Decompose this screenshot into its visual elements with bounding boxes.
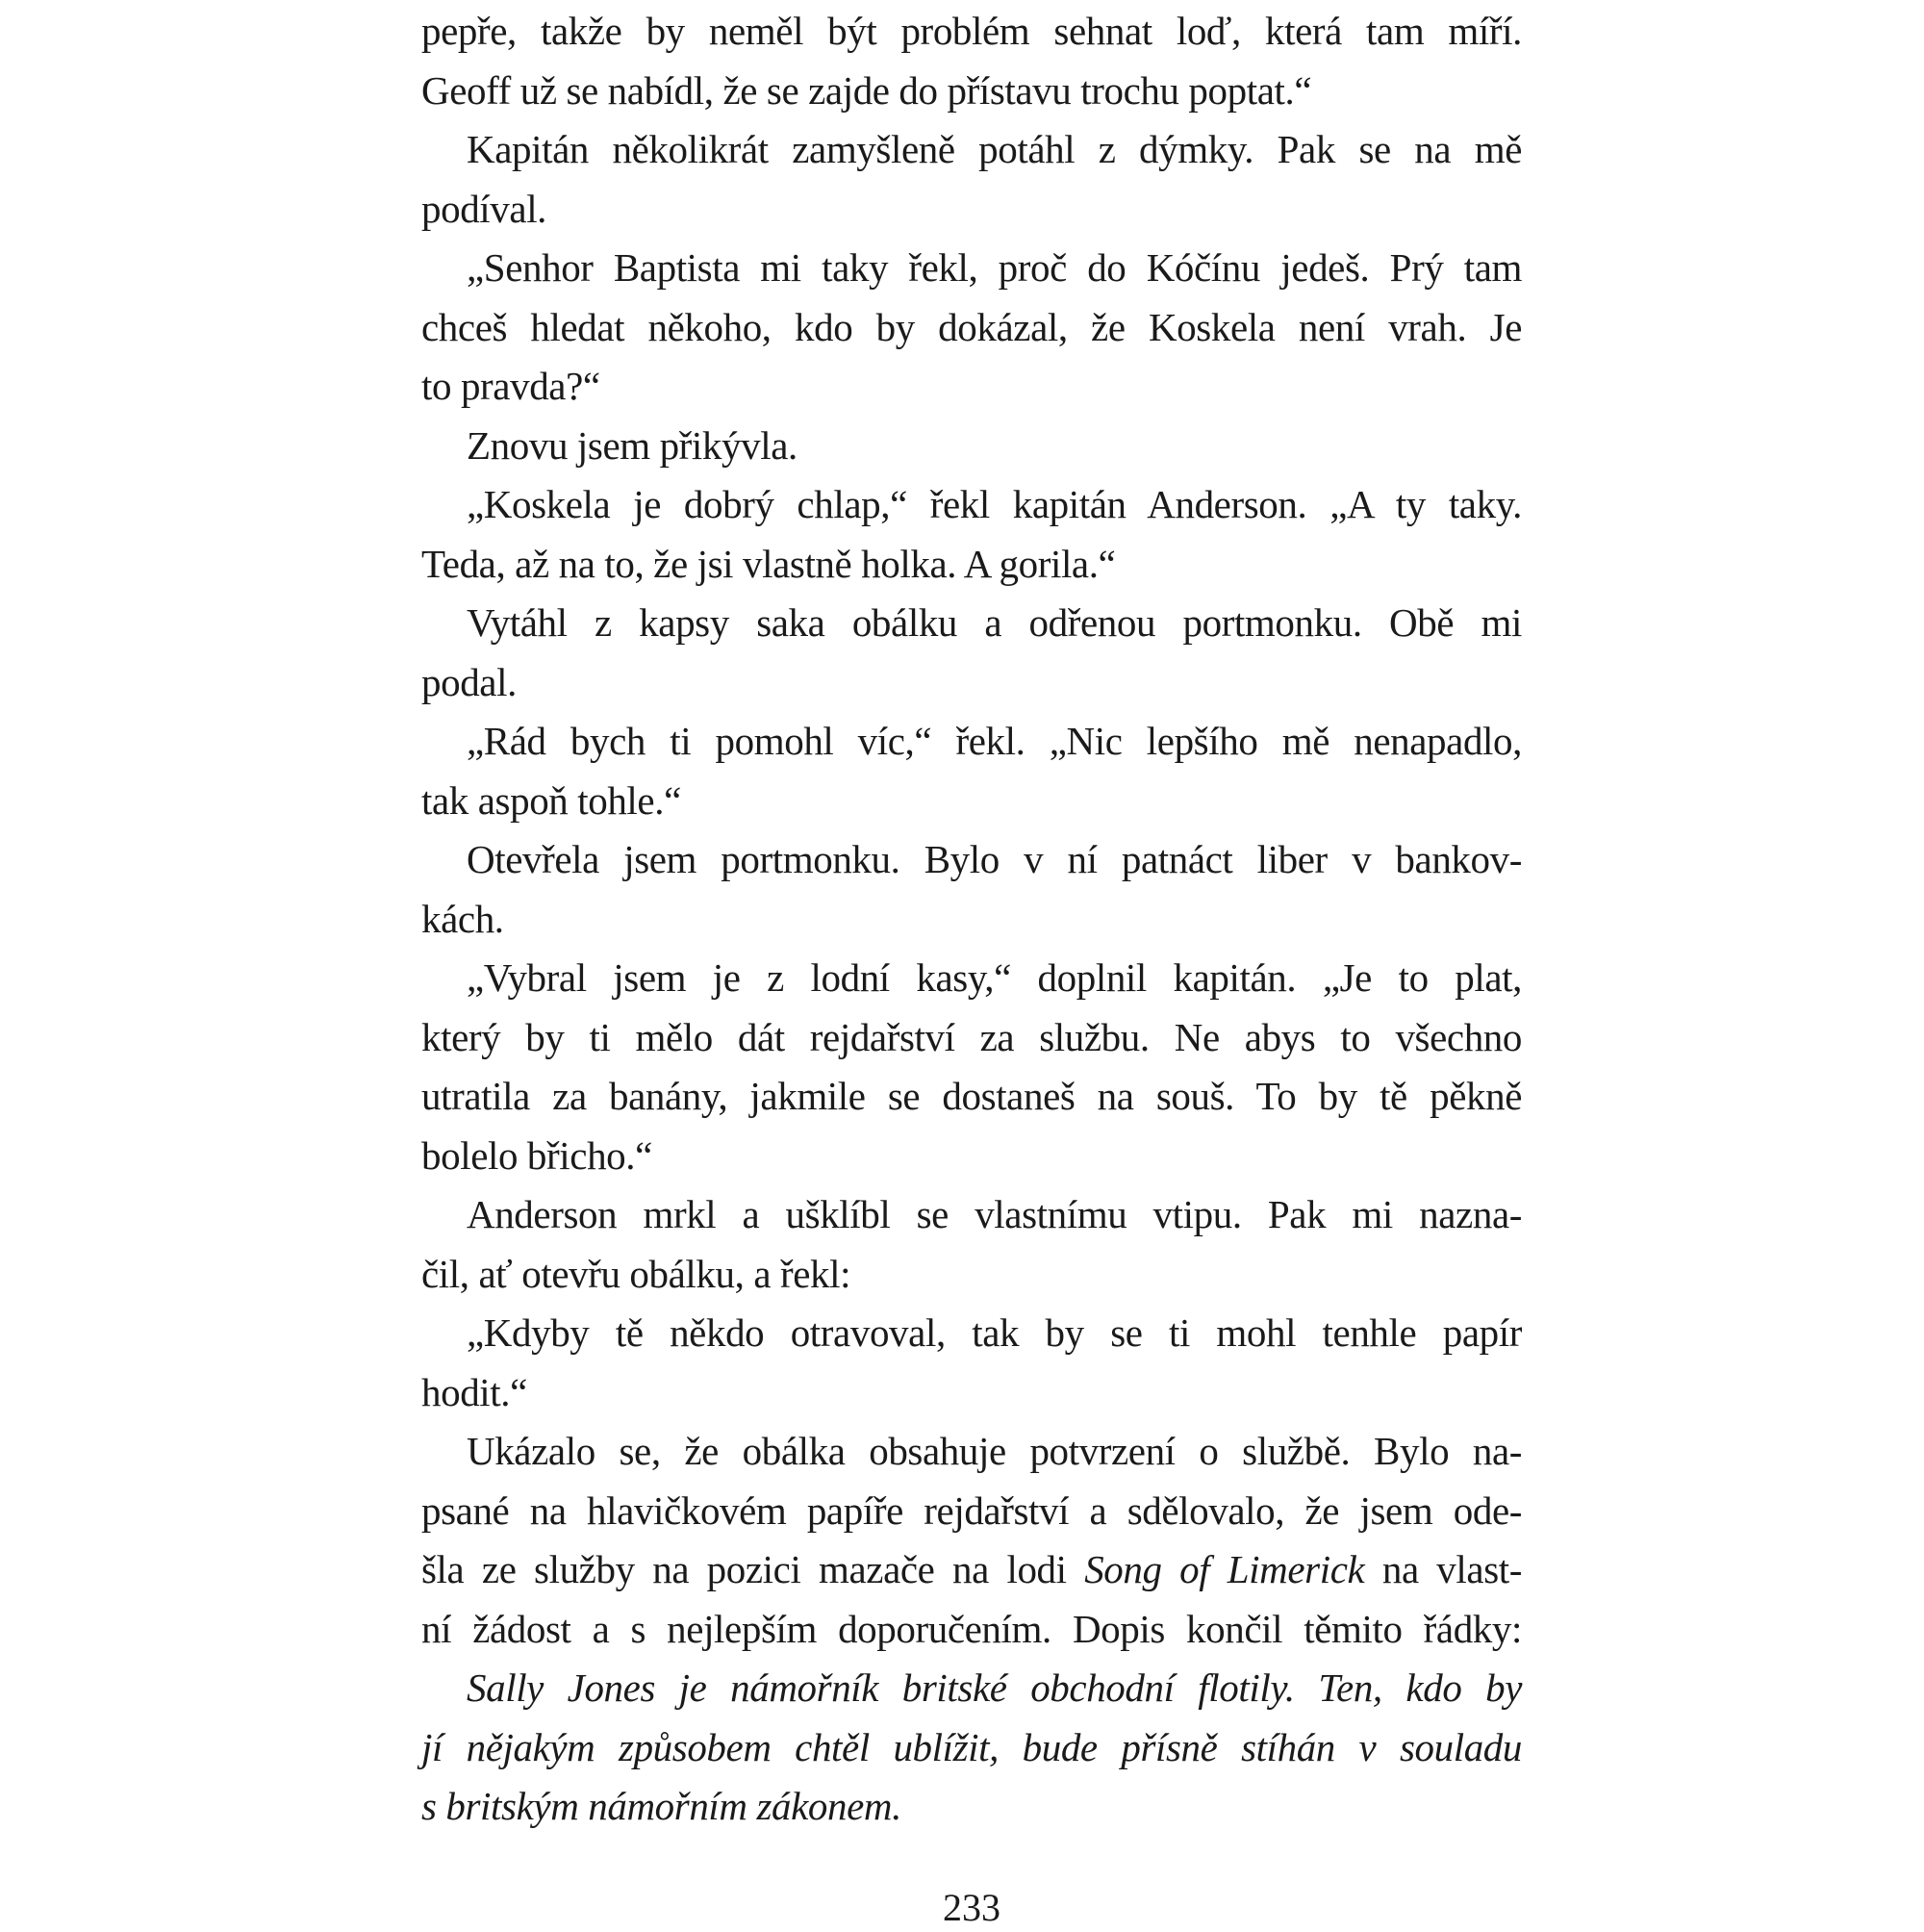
text-line: hodit.“	[421, 1369, 527, 1414]
text-line: podíval.	[421, 186, 547, 231]
paragraph-start-line: Anderson mrkl a ušklíbl se vlastnímu vtipu. Pak mi nazna-	[467, 1192, 1522, 1236]
text-line: Geoff už se nabídl, že se zajde do přístavu trochu poptat.“	[421, 67, 1312, 113]
text-line: psané na hlavičkovém papíře rejdařství a sdělovalo, že jsem ode-	[421, 1487, 1522, 1533]
text-line: Teda, až na to, že jsi vlastně holka. A gorila.“	[421, 541, 1116, 586]
paragraph-start-line: Kapitán několikrát zamyšleně potáhl z dýmky. Pak se na mě	[467, 127, 1522, 171]
letter-quote-line: jí nějakým způsobem chtěl ublížit, bude přísně stíhán v souladu	[421, 1724, 1522, 1769]
paragraph-start-line: „Vybral jsem je z lodní kasy,“ doplnil kapitán. „Je to plat,	[467, 955, 1522, 1000]
text-line: podal.	[421, 659, 517, 704]
text-line: bolelo břicho.“	[421, 1132, 652, 1178]
page-number: 233	[943, 1886, 1000, 1929]
paragraph-start-line: „Kdyby tě někdo otravoval, tak by se ti mohl tenhle papír	[467, 1310, 1522, 1355]
text-line: který by ti mělo dát rejdařství za službu. Ne abys to všechno	[421, 1014, 1522, 1059]
text-run: na vlast-	[1364, 1547, 1522, 1591]
paragraph-start-line: Otevřela jsem portmonku. Bylo v ní patnáct liber v bankov-	[467, 837, 1522, 881]
paragraph-start-line: „Koskela je dobrý chlap,“ řekl kapitán Anderson. „A ty taky.	[467, 482, 1522, 526]
text-line: chceš hledat někoho, kdo by dokázal, že Koskela není vrah. Je	[421, 304, 1522, 349]
text-line: ní žádost a s nejlepším doporučením. Dopis končil těmito řádky:	[421, 1606, 1522, 1651]
text-line: tak aspoň tohle.“	[421, 777, 681, 823]
text-line: utratila za banány, jakmile se dostaneš na souš. To by tě pěkně	[421, 1074, 1522, 1118]
text-line: to pravda?“	[421, 364, 600, 408]
body-text	[421, 2, 1522, 1837]
paragraph-start-line: „Senhor Baptista mi taky řekl, proč do Kóčínu jedeš. Prý tam	[467, 245, 1522, 290]
book-page	[421, 0, 1522, 1929]
ship-name: Song of Limerick	[1084, 1547, 1365, 1591]
text-line-with-ship-name	[421, 1540, 1522, 1600]
text-line: pepře, takže by neměl být problém sehnat loď, která tam míří.	[421, 9, 1522, 53]
letter-quote-line: Sally Jones je námořník britské obchodní flotily. Ten, kdo by	[467, 1665, 1522, 1710]
text-line: čil, ať otevřu obálku, a řekl:	[421, 1251, 851, 1296]
paragraph-start-line: Ukázalo se, že obálka obsahuje potvrzení o službě. Bylo na-	[467, 1429, 1522, 1473]
text-line: kách.	[421, 896, 504, 941]
text-run: šla ze služby na pozici mazače na lodi	[421, 1547, 1085, 1591]
letter-quote-line: s britským námořním zákonem.	[421, 1784, 901, 1828]
paragraph-start-line: „Rád bych ti pomohl víc,“ řekl. „Nic lepšího mě nenapadlo,	[467, 719, 1522, 763]
paragraph-start-line: Vytáhl z kapsy saka obálku a odřenou portmonku. Obě mi	[467, 600, 1522, 645]
paragraph-start-line: Znovu jsem přikývla.	[467, 422, 797, 468]
